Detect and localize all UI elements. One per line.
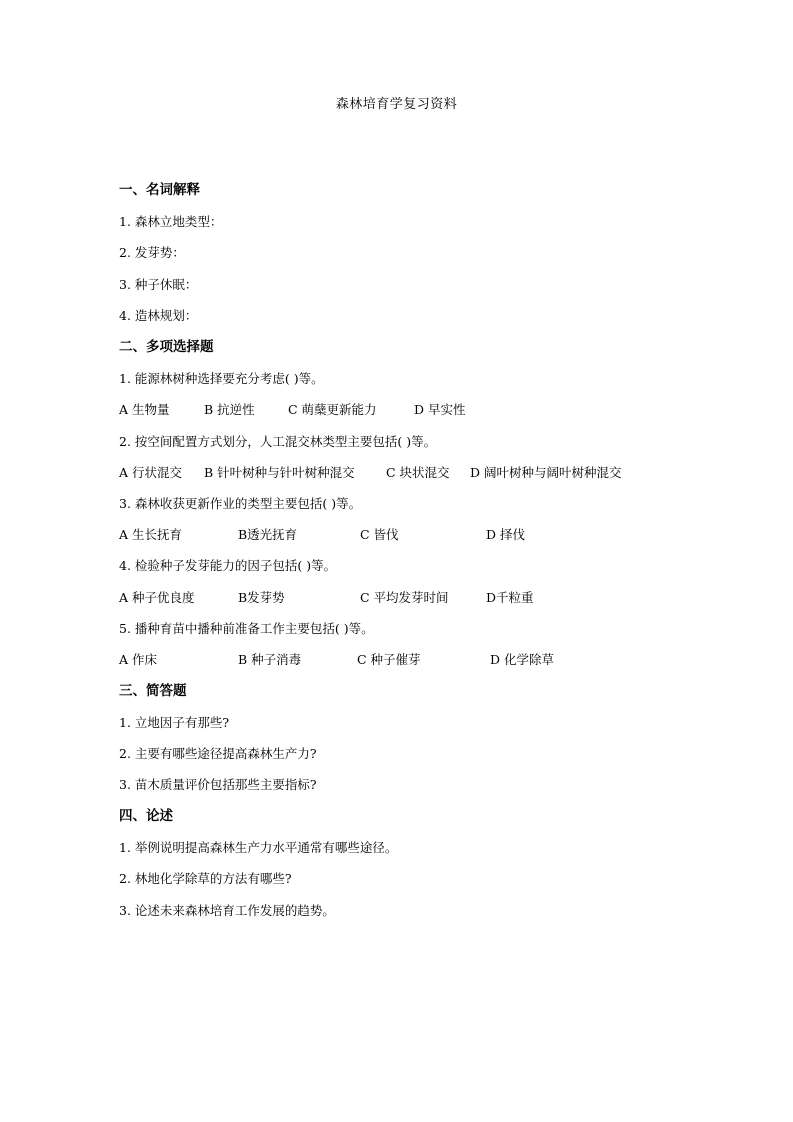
option-d: D 早实性 — [414, 402, 466, 417]
option-b: B透光抚育 — [238, 527, 298, 542]
option-b: B 抗逆性 — [204, 402, 255, 417]
option-c: C 种子催芽 — [357, 652, 421, 667]
question: 2. 按空间配置方式划分，人工混交林类型主要包括( )等。 — [119, 434, 437, 449]
option-c: C 皆伐 — [360, 527, 399, 542]
term-item: 4. 造林规划： — [119, 308, 198, 323]
option-b: B发芽势 — [238, 590, 285, 605]
short-answer-item: 1. 立地因子有那些? — [119, 715, 230, 730]
option-a: A 生长抚育 — [119, 527, 183, 542]
option-b: B 种子消毒 — [238, 652, 302, 667]
option-c: C 块状混交 — [386, 465, 450, 480]
option-c: C 平均发芽时间 — [360, 590, 449, 605]
option-b: B 针叶树种与针叶树种混交 — [204, 465, 355, 480]
option-d: D 阔叶树种与阔叶树种混交 — [470, 465, 622, 480]
option-d: D千粒重 — [486, 590, 534, 605]
option-c: C 萌蘖更新能力 — [288, 402, 377, 417]
term-item: 2. 发芽势： — [119, 245, 185, 260]
question: 3. 森林收获更新作业的类型主要包括( )等。 — [119, 496, 362, 511]
option-d: D 化学除草 — [490, 652, 554, 667]
essay-item: 3. 论述未来森林培育工作发展的趋势。 — [119, 903, 335, 918]
option-a: A 作床 — [119, 652, 158, 667]
short-answer-item: 3. 苗木质量评价包括那些主要指标? — [119, 777, 317, 792]
section-heading-essay: 四、论述 — [119, 808, 173, 824]
option-a: A 种子优良度 — [119, 590, 195, 605]
option-a: A 生物量 — [119, 402, 170, 417]
page-title: 森林培育学复习资料 — [335, 97, 458, 112]
essay-item: 1. 举例说明提高森林生产力水平通常有哪些途径。 — [119, 840, 398, 855]
question: 5. 播种育苗中播种前准备工作主要包括( )等。 — [119, 621, 374, 636]
term-item: 1. 森林立地类型： — [119, 214, 223, 229]
option-d: D 择伐 — [486, 527, 525, 542]
section-heading-short-answer: 三、简答题 — [119, 683, 187, 699]
question: 4. 检验种子发芽能力的因子包括( )等。 — [119, 558, 337, 573]
question: 1. 能源林树种选择要充分考虑( )等。 — [119, 371, 324, 386]
option-a: A 行状混交 — [119, 465, 183, 480]
term-item: 3. 种子休眠： — [119, 277, 198, 292]
section-heading-multiple-choice: 二、多项选择题 — [119, 339, 214, 355]
section-heading-terms: 一、名词解释 — [119, 182, 200, 198]
essay-item: 2. 林地化学除草的方法有哪些? — [119, 871, 292, 886]
short-answer-item: 2. 主要有哪些途径提高森林生产力? — [119, 746, 317, 761]
